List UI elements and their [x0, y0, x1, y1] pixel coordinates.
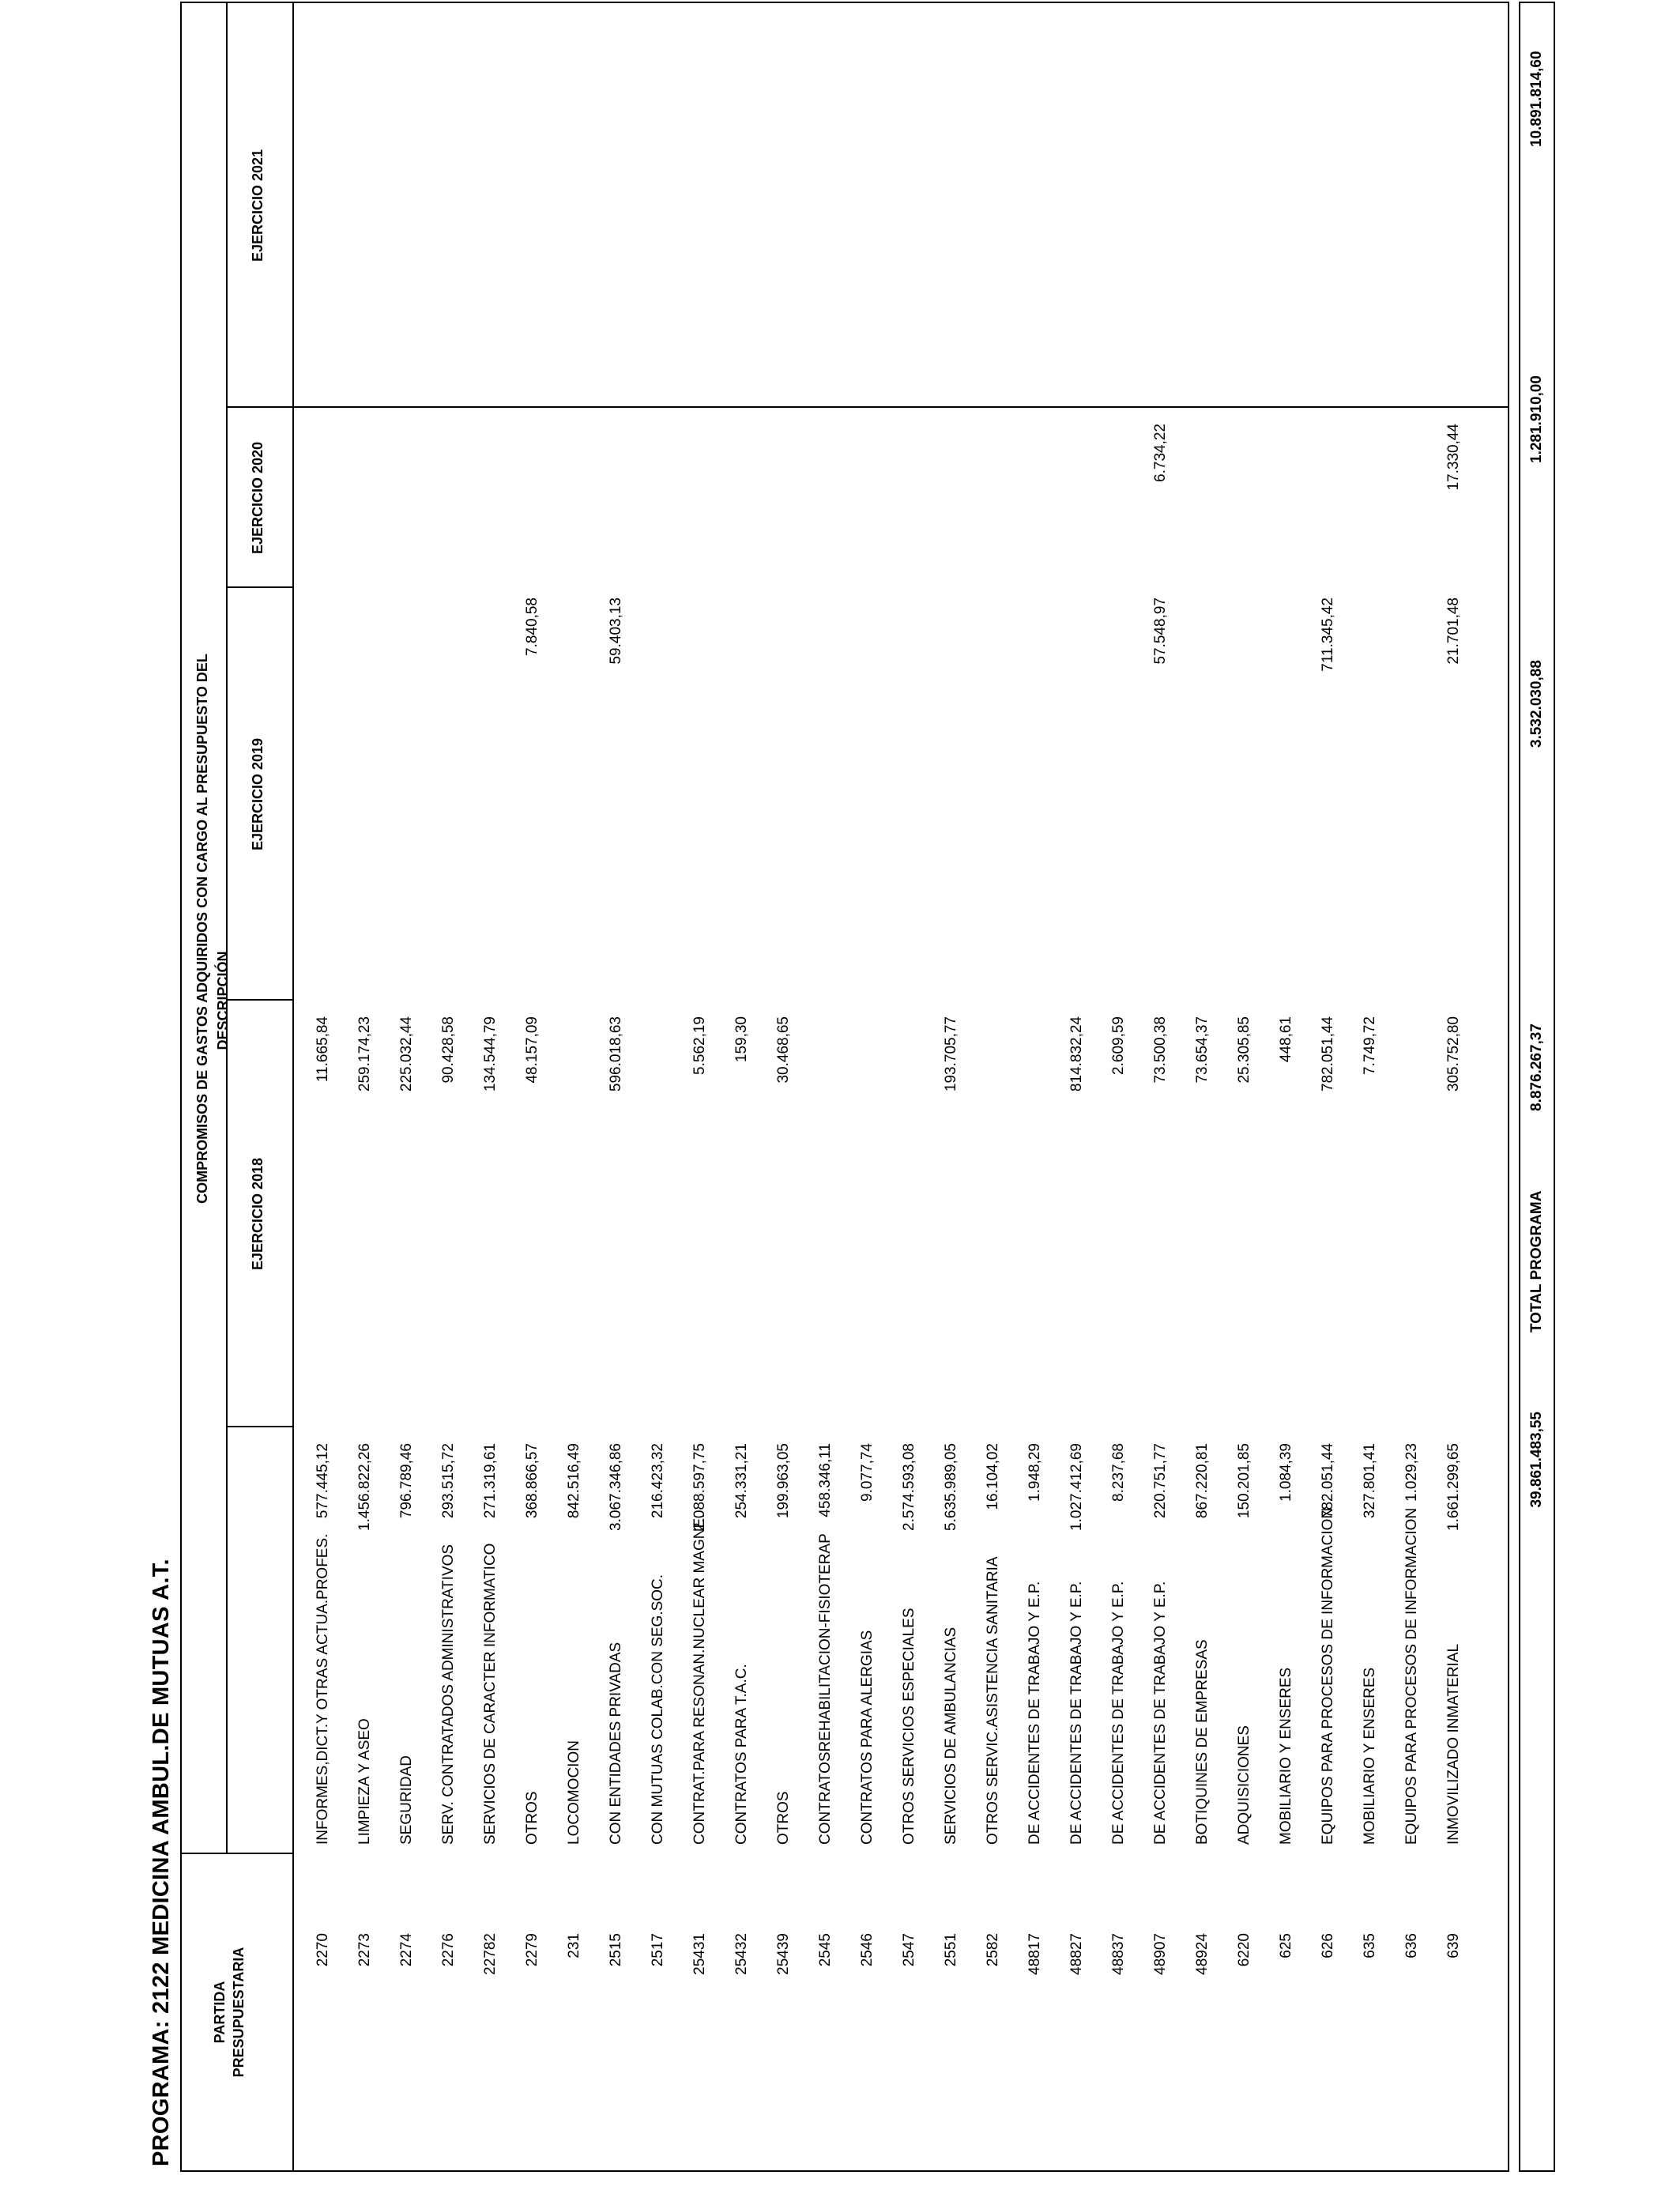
value-2019: 305.752,80: [1445, 1016, 1462, 1092]
value-2019: 259.174,23: [356, 1016, 373, 1092]
value-2021: 6.734,22: [1152, 424, 1169, 482]
descripcion: CONTRAT.PARA RESONAN.NUCLEAR MAGNE.: [691, 1514, 708, 1845]
partida-code: 2551: [943, 1933, 959, 1967]
partida-code: 48924: [1194, 1933, 1211, 1975]
total-2018: 39.861.483,55: [1528, 1412, 1545, 1508]
partida-code: 2515: [608, 1933, 624, 1967]
partida-code: 639: [1445, 1933, 1462, 1958]
value-2018: 220.751,77: [1152, 1443, 1169, 1519]
partida-code: 2582: [985, 1933, 1001, 1967]
value-2018: 1.456.822,26: [356, 1443, 373, 1531]
partida-code: 635: [1362, 1933, 1378, 1958]
value-2021: 17.330,44: [1445, 424, 1462, 491]
partida-code: 25432: [733, 1933, 750, 1975]
descripcion: EQUIPOS PARA PROCESOS DE INFORMACION: [1403, 1507, 1420, 1845]
value-2020: 57.548,97: [1152, 598, 1169, 665]
descripcion: INFORMES,DICT.Y OTRAS ACTUA.PROFES.: [315, 1533, 331, 1845]
value-2018: 5.635.989,05: [943, 1443, 959, 1531]
descripcion: OTROS SERVIC.ASISTENCIA SANITARIA: [985, 1556, 1001, 1845]
descripcion: DE ACCIDENTES DE TRABAJO Y E.P.: [1152, 1581, 1169, 1845]
value-2019: 814.832,24: [1068, 1016, 1085, 1092]
value-2018: 782.051,44: [1320, 1443, 1336, 1519]
partida-code: 2273: [356, 1933, 373, 1967]
partida-code: 2545: [817, 1933, 834, 1967]
value-2018: 1.084,39: [1278, 1443, 1294, 1502]
total-label: TOTAL PROGRAMA: [1528, 1190, 1545, 1333]
value-2018: 199.963,05: [775, 1443, 792, 1519]
descripcion: MOBILIARIO Y ENSERES: [1362, 1667, 1378, 1845]
descripcion: SERV. CONTRATADOS ADMINISTRATIVOS: [440, 1544, 457, 1845]
value-2019: 73.500,38: [1152, 1016, 1169, 1084]
header-ejercicio-2018: EJERCICIO 2018: [250, 1157, 266, 1271]
value-2018: 216.423,32: [650, 1443, 666, 1519]
descripcion: OTROS SERVICIOS ESPECIALES: [901, 1608, 917, 1845]
commitments-table: [180, 2, 1509, 2172]
value-2019: 159,30: [733, 1016, 750, 1063]
value-2018: 1.948,29: [1026, 1443, 1043, 1502]
header-ejercicio-2019: EJERCICIO 2019: [250, 737, 266, 851]
descripcion: OTROS: [775, 1791, 792, 1845]
value-2019: 596.018,63: [608, 1016, 624, 1092]
descripcion: DE ACCIDENTES DE TRABAJO Y E.P.: [1026, 1581, 1043, 1845]
total-2020: 3.532.030,88: [1528, 660, 1545, 748]
descripcion: ADQUISICIONES: [1236, 1725, 1252, 1845]
value-2019: 30.468,65: [775, 1016, 792, 1084]
value-2019: 48.157,09: [524, 1016, 541, 1084]
partida-code: 2270: [315, 1933, 331, 1967]
value-2020: 59.403,13: [608, 598, 624, 665]
header-partida-line1: PARTIDA: [212, 1981, 228, 2044]
value-2018: 1.661.299,65: [1445, 1443, 1462, 1531]
header-bottom-rule: [292, 3, 294, 2170]
partida-code: 2279: [524, 1933, 541, 1967]
value-2019: 134.544,79: [482, 1016, 499, 1092]
value-2019: 7.749,72: [1362, 1016, 1378, 1075]
header-ejercicio-2021: EJERCICIO 2021: [250, 149, 266, 262]
partida-code: 2546: [859, 1933, 876, 1967]
value-2018: 2.574.593,08: [901, 1443, 917, 1531]
value-2018: 458.346,11: [817, 1443, 834, 1517]
descripcion: CON MUTUAS COLAB.CON SEG.SOC.: [650, 1574, 666, 1845]
descripcion: INMOVILIZADO INMATERIAL: [1445, 1643, 1462, 1845]
value-2019: 73.654,37: [1194, 1016, 1211, 1084]
header-ejercicio-2020: EJERCICIO 2020: [250, 441, 266, 555]
header-partida: [210, 1854, 248, 2170]
partida-code: 626: [1320, 1933, 1336, 1958]
value-2020: 711.345,42: [1320, 598, 1336, 672]
value-2020: 7.840,58: [524, 598, 541, 656]
descripcion: CONTRATOS PARA T.A.C.: [733, 1664, 750, 1845]
descripcion: CON ENTIDADES PRIVADAS: [608, 1642, 624, 1845]
partida-code: 625: [1278, 1933, 1294, 1958]
descripcion: EQUIPOS PARA PROCESOS DE INFORMACION: [1320, 1507, 1336, 1845]
value-2019: 782.051,44: [1320, 1016, 1336, 1092]
descripcion: SEGURIDAD: [398, 1755, 415, 1845]
descripcion: DE ACCIDENTES DE TRABAJO Y E.P.: [1110, 1581, 1127, 1845]
value-2018: 9.077,74: [859, 1443, 876, 1502]
value-2019: 2.609,59: [1110, 1016, 1127, 1075]
value-2018: 16.104,02: [985, 1443, 1001, 1510]
total-2019: 8.876.267,37: [1528, 1023, 1545, 1111]
column-divider: [226, 406, 1508, 408]
partida-code: 22782: [482, 1933, 499, 1975]
value-2018: 150.201,85: [1236, 1443, 1252, 1519]
value-2018: 368.866,57: [524, 1443, 541, 1519]
partida-code: 636: [1403, 1933, 1420, 1958]
value-2018: 1.027.412,69: [1068, 1443, 1085, 1531]
descripcion: LIMPIEZA Y ASEO: [356, 1718, 373, 1845]
value-2018: 842.516,49: [566, 1443, 582, 1519]
value-2019: 225.032,44: [398, 1016, 415, 1092]
value-2019: 193.705,77: [943, 1016, 959, 1092]
header-partida-line2: PRESUPUESTARIA: [231, 1947, 247, 2078]
partida-code: 48837: [1110, 1933, 1127, 1975]
program-title: PROGRAMA: 2122 MEDICINA AMBUL.DE MUTUAS A.T.: [149, 1559, 174, 2166]
partida-code: 2274: [398, 1933, 415, 1967]
descripcion: MOBILIARIO Y ENSERES: [1278, 1667, 1294, 1845]
total-row: [1519, 2, 1555, 2172]
descripcion: OTROS: [524, 1791, 541, 1845]
partida-code: 48827: [1068, 1933, 1085, 1975]
descripcion: BOTIQUINES DE EMPRESAS: [1194, 1639, 1211, 1845]
value-2018: 8.237,68: [1110, 1443, 1127, 1502]
header-descripcion: DESCRIPCIÓN: [215, 951, 231, 1050]
value-2018: 2.088.597,75: [691, 1443, 708, 1531]
partida-code: 2276: [440, 1933, 457, 1967]
value-2019: 11.665,84: [315, 1016, 331, 1083]
value-2018: 293.515,72: [440, 1443, 457, 1519]
value-2019: 90.428,58: [440, 1016, 457, 1084]
descripcion: LOCOMOCION: [566, 1740, 582, 1845]
total-2021: 1.281.910,00: [1528, 375, 1545, 463]
partida-code: 25431: [691, 1933, 708, 1975]
descripcion: SERVICIOS DE AMBULANCIAS: [943, 1627, 959, 1845]
value-2018: 1.029,23: [1403, 1443, 1420, 1502]
descripcion: CONTRATOS PARA ALERGIAS: [859, 1630, 876, 1845]
value-2018: 327.801,41: [1362, 1443, 1378, 1519]
partida-code: 231: [566, 1933, 582, 1958]
value-2018: 796.789,46: [398, 1443, 415, 1519]
value-2018: 271.319,61: [482, 1443, 499, 1519]
value-2019: 25.305,85: [1236, 1016, 1252, 1084]
descripcion: CONTRATOSREHABILITACION-FISIOTERAP: [817, 1533, 834, 1845]
partida-code: 6220: [1236, 1933, 1252, 1967]
partida-code: 48907: [1152, 1933, 1169, 1975]
value-2018: 867.220,81: [1194, 1443, 1211, 1519]
descripcion: DE ACCIDENTES DE TRABAJO Y E.P.: [1068, 1581, 1085, 1845]
descripcion: SERVICIOS DE CARACTER INFORMATICO: [482, 1543, 499, 1845]
partida-code: 2517: [650, 1933, 666, 1967]
header-compromisos: COMPROMISOS DE GASTOS ADQUIRIDOS CON CARGO AL PRESUPUESTO DEL: [194, 654, 210, 1204]
value-2019: 448,61: [1278, 1016, 1294, 1063]
value-2018: 254.331,21: [733, 1443, 750, 1519]
value-2018: 3.067.346,86: [608, 1443, 624, 1531]
value-2020: 21.701,48: [1445, 598, 1462, 665]
partida-code: 2547: [901, 1933, 917, 1967]
partida-code: 25439: [775, 1933, 792, 1975]
value-2019: 5.562,19: [691, 1016, 708, 1075]
total-sucesivos: 10.891.814,60: [1528, 51, 1545, 147]
partida-code: 48817: [1026, 1933, 1043, 1975]
value-2018: 577.445,12: [315, 1443, 331, 1519]
